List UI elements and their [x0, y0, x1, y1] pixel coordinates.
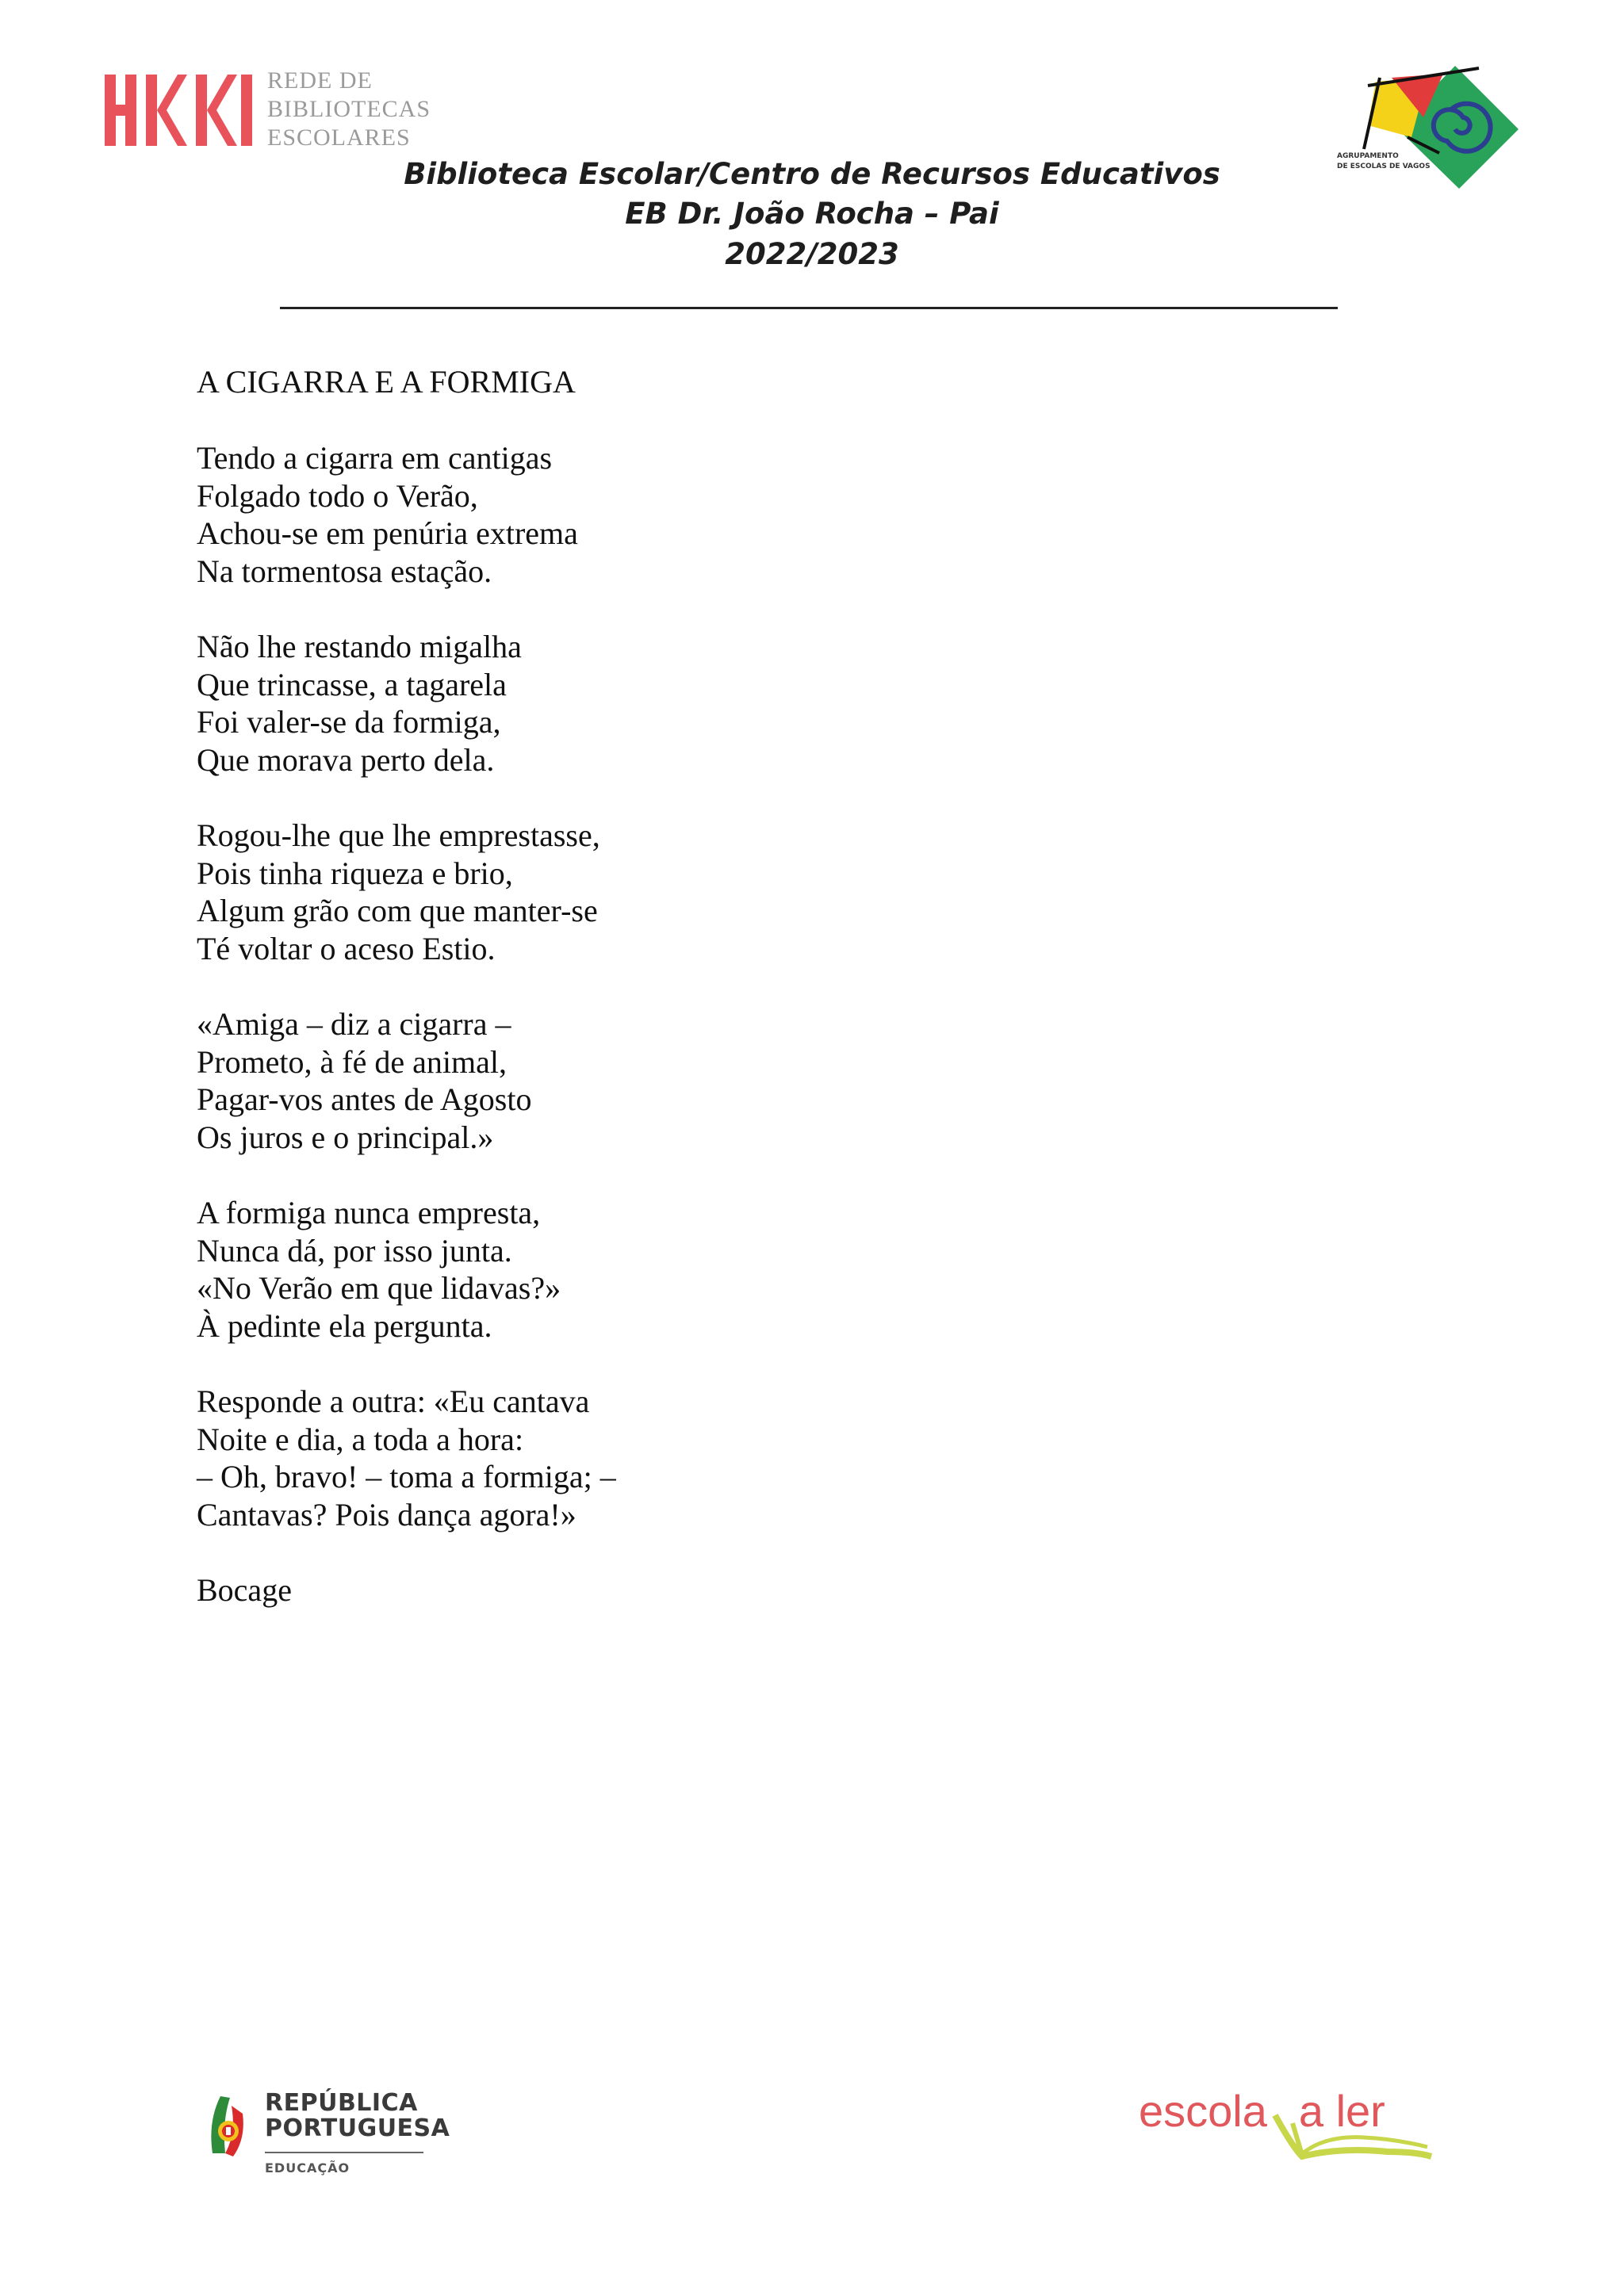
stanza-4: [197, 1005, 1148, 1156]
header-line-2: EB Dr. João Rocha – Pai: [625, 197, 999, 231]
poem-line: Algum grão com que manter-se: [197, 893, 598, 928]
poem-line: Que trincasse, a tagarela: [197, 666, 507, 702]
republica-divider: [265, 2152, 423, 2153]
poem-line: Prometo, à fé de animal,: [197, 1043, 507, 1080]
poem-author: Bocage: [197, 1572, 292, 1608]
poem-line: Foi valer-se da formiga,: [197, 704, 501, 740]
a-ler-word: a ler: [1298, 2086, 1385, 2136]
poem-line: A formiga nunca empresta,: [197, 1195, 541, 1230]
poem: [197, 363, 1148, 1609]
poem-line: Pagar-vos antes de Agosto: [197, 1081, 532, 1117]
poem-line: Té voltar o aceso Estio.: [197, 930, 496, 966]
rbe-line-2: BIBLIOTECAS: [267, 96, 431, 122]
republica-line-1: REPÚBLICA: [265, 2089, 418, 2117]
poem-line: Os juros e o principal.»: [197, 1119, 494, 1155]
stanza-6: [197, 1383, 1148, 1533]
poem-line: Nunca dá, por isso junta.: [197, 1232, 512, 1269]
agrupamento-line-2: DE ESCOLAS DE VAGOS: [1337, 163, 1431, 170]
header-divider: [280, 307, 1338, 309]
stanza-2: [197, 628, 1148, 779]
stanza-3: [197, 817, 1148, 967]
header-line-1: Biblioteca Escolar/Centro de Recursos Educativos: [404, 157, 1220, 191]
republica-portuguesa-text: [265, 2091, 450, 2141]
rbe-line-3: ESCOLARES: [267, 124, 411, 151]
poem-line: Que morava perto dela.: [197, 741, 495, 778]
agrupamento-line-1: AGRUPAMENTO: [1337, 152, 1399, 160]
stanza-1: [197, 439, 1148, 590]
poem-line: Pois tinha riqueza e brio,: [197, 855, 513, 891]
poem-line: Cantavas? Pois dança agora!»: [197, 1496, 576, 1533]
rbe-logo-text: [267, 67, 431, 152]
poem-line: «No Verão em que lidavas?»: [197, 1270, 561, 1306]
poem-line: Na tormentosa estação.: [197, 553, 492, 589]
poem-line: Tendo a cigarra em cantigas: [197, 440, 553, 476]
republica-sub: EDUCAÇÃO: [265, 2160, 350, 2175]
poem-line: Responde a outra: «Eu cantava: [197, 1383, 590, 1419]
poem-line: Folgado todo o Verão,: [197, 477, 478, 514]
poem-line: À pedinte ela pergunta.: [197, 1307, 492, 1344]
poem-line: Noite e dia, a toda a hora:: [197, 1421, 524, 1457]
poem-line: Não lhe restando migalha: [197, 629, 522, 664]
header-year: 2022/2023: [725, 237, 899, 271]
poem-line: «Amiga – diz a cigarra –: [197, 1006, 511, 1042]
poem-line: Achou-se em penúria extrema: [197, 515, 578, 551]
rbe-line-1: REDE DE: [267, 67, 373, 94]
republica-line-2: PORTUGUESA: [265, 2114, 450, 2142]
poem-line: – Oh, bravo! – toma a formiga; –: [197, 1459, 616, 1494]
escola-a-ler-logo: [1139, 2085, 1385, 2137]
poem-line: Rogou-lhe que lhe emprestasse,: [197, 817, 600, 853]
stanza-5: [197, 1194, 1148, 1345]
poem-title: A CIGARRA E A FORMIGA: [197, 364, 576, 400]
escola-word: escola: [1139, 2086, 1267, 2136]
